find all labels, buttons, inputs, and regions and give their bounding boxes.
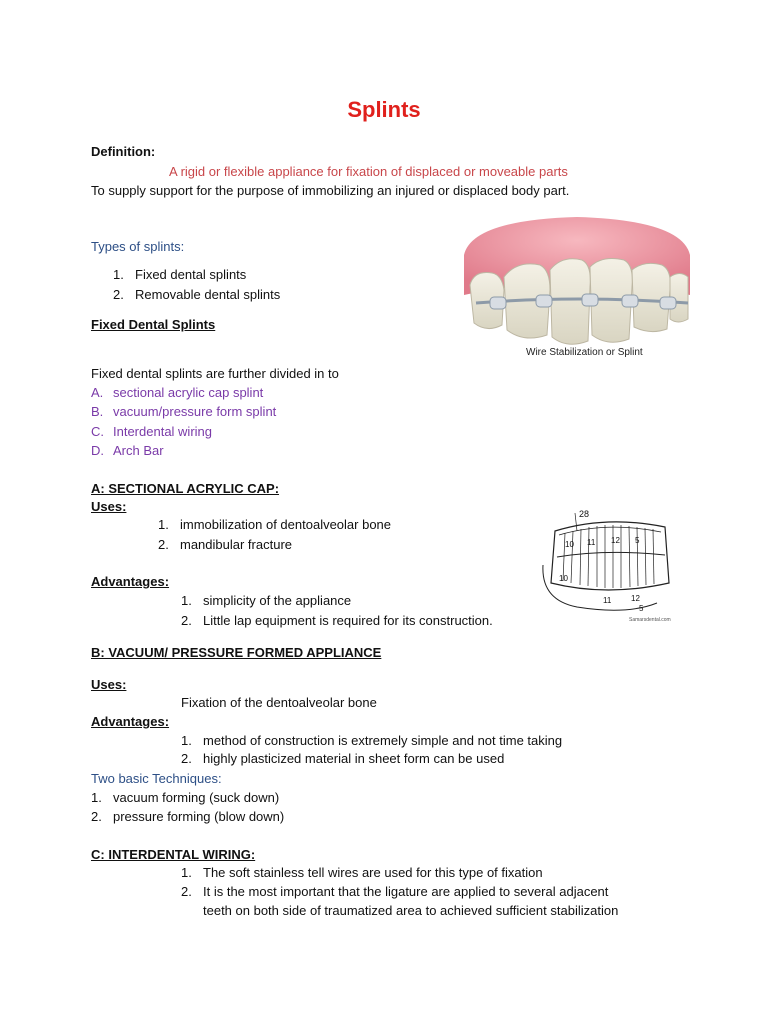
list-item: A. sectional acrylic cap splint [91, 385, 264, 400]
list-item: 1. Fixed dental splints [113, 267, 247, 282]
section-b-heading: B: VACUUM/ PRESSURE FORMED APPLIANCE [91, 645, 382, 660]
figure-caption: Wire Stabilization or Splint [526, 347, 643, 358]
list-item: 2. mandibular fracture [158, 537, 292, 552]
section-c-heading: C: INTERDENTAL WIRING: [91, 847, 256, 862]
list-item: 2. Removable dental splints [113, 287, 281, 302]
figure-label: 5 [635, 536, 640, 545]
figure-label: 11 [603, 596, 612, 605]
acrylic-cap-sketch [537, 505, 677, 625]
uses-label: Uses: [91, 499, 127, 514]
advantages-label: Advantages: [91, 574, 170, 589]
figure-credit: Samarsdental.com [629, 617, 671, 623]
wire-splint-illustration [462, 215, 692, 365]
list-item: C. Interdental wiring [91, 424, 212, 439]
teeth-wire-image [462, 215, 692, 365]
figure-label: 10 [559, 574, 568, 583]
list-item: 1. immobilization of dentoalveolar bone [158, 517, 392, 532]
fixed-splints-intro: Fixed dental splints are further divided in to [91, 366, 339, 381]
figure-label: 28 [579, 509, 590, 519]
fixed-splints-heading: Fixed Dental Splints [91, 317, 216, 332]
advantages-label: Advantages: [91, 714, 170, 729]
figure-label: 12 [631, 594, 640, 603]
definition-support-text: To supply support for the purpose of immobilizing an injured or displaced body part. [91, 183, 570, 198]
section-a-heading: A: SECTIONAL ACRYLIC CAP: [91, 481, 280, 496]
definition-text: A rigid or flexible appliance for fixation of displaced or moveable parts [169, 164, 568, 179]
list-item: 2. Little lap equipment is required for its construction. [181, 613, 493, 628]
page-title: Splints [347, 97, 421, 122]
definition-label: Definition: [91, 144, 156, 159]
list-item: 2. highly plasticized material in sheet form can be used [181, 751, 505, 766]
acrylic-cap-illustration [537, 505, 677, 625]
uses-label: Uses: [91, 677, 127, 692]
list-item: 1. simplicity of the appliance [181, 593, 352, 608]
techniques-heading: Two basic Techniques: [91, 771, 222, 786]
list-item-continuation: teeth on both side of traumatized area to achieved sufficient stabilization [203, 903, 619, 918]
figure-label: 5 [639, 604, 644, 613]
list-item: 1. method of construction is extremely simple and not time taking [181, 733, 563, 748]
list-item: D. Arch Bar [91, 443, 164, 458]
list-item: 2. It is the most important that the ligature are applied to several adjacent [181, 884, 609, 899]
types-heading: Types of splints: [91, 239, 185, 254]
figure-label: 12 [611, 536, 620, 545]
list-item: 1. The soft stainless tell wires are used for this type of fixation [181, 865, 543, 880]
uses-text: Fixation of the dentoalveolar bone [181, 695, 377, 710]
list-item: B. vacuum/pressure form splint [91, 404, 277, 419]
list-item: 2. pressure forming (blow down) [91, 809, 285, 824]
figure-label: 11 [587, 538, 596, 547]
figure-label: 10 [565, 540, 574, 549]
list-item: 1. vacuum forming (suck down) [91, 790, 280, 805]
